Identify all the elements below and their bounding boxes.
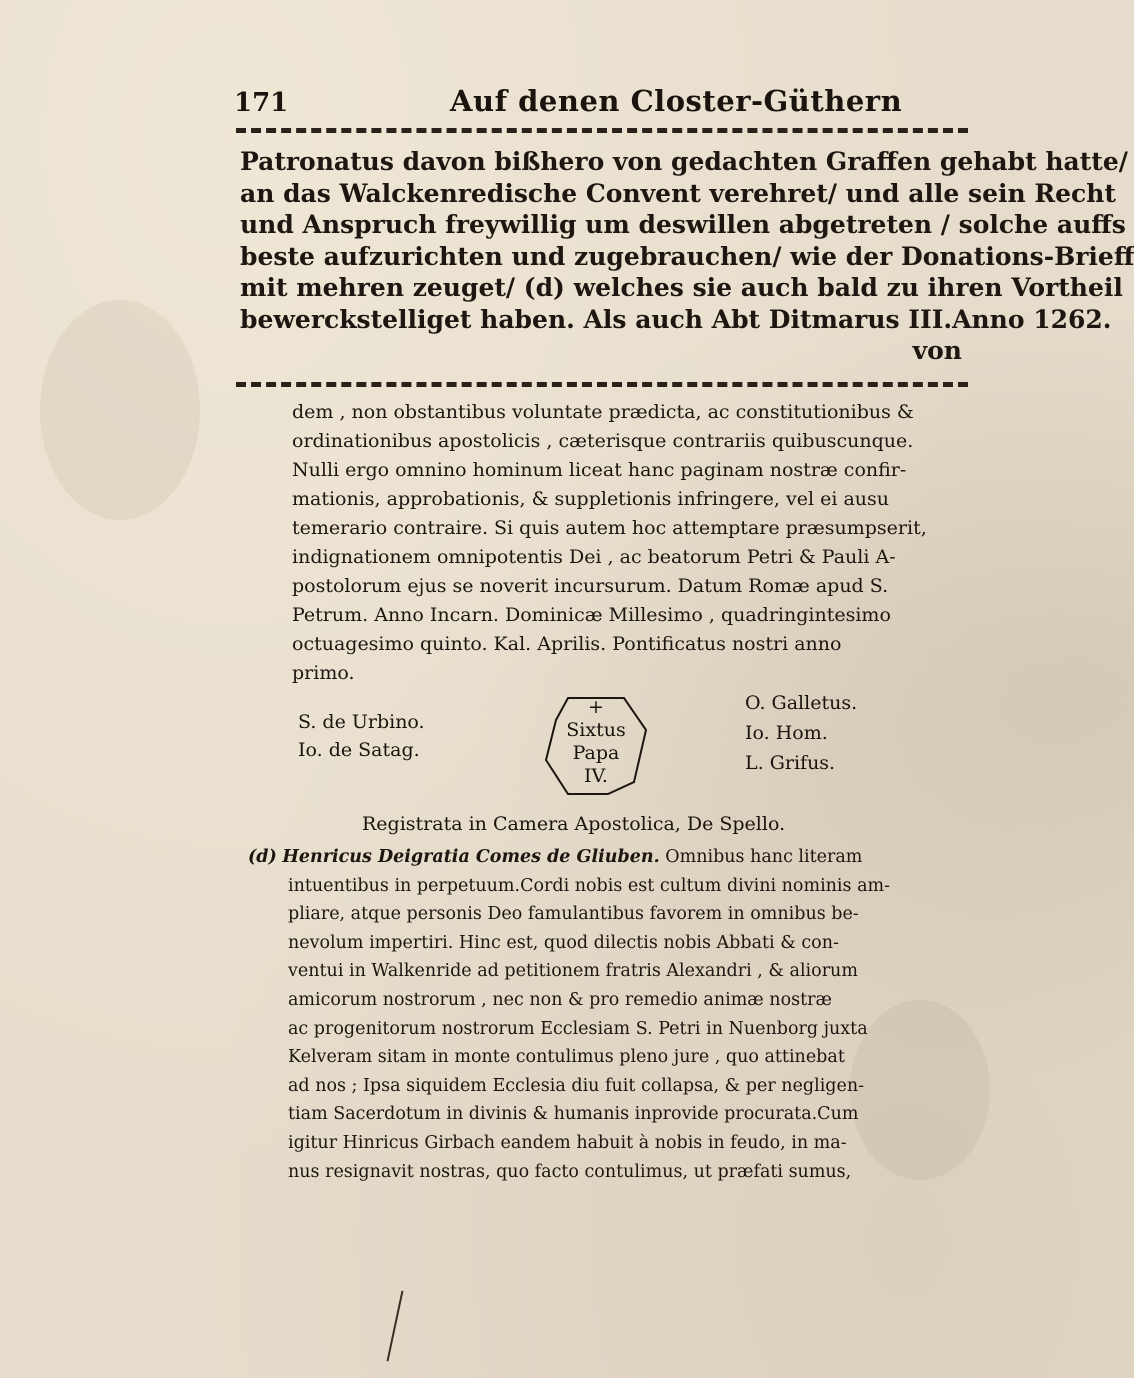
- signature-name: Io. de Satag.: [298, 739, 420, 761]
- footnote-separator-rule: [236, 382, 968, 387]
- seal-cross: +: [588, 696, 604, 718]
- latin-text-line: temerario contraire. Si quis autem hoc attemptare præsumpserit,: [292, 517, 927, 539]
- main-text-line: und Anspruch freywillig um deswillen abgetreten / solche auffs: [240, 210, 1126, 239]
- main-text-line: Patronatus davon bißhero von gedachten Graffen gehabt hatte/: [240, 147, 1128, 176]
- signature-name: O. Galletus.: [745, 692, 858, 714]
- footnote-line: ventui in Walkenride ad petitionem fratris Alexandri , & aliorum: [288, 961, 858, 982]
- latin-text-line: Petrum. Anno Incarn. Dominicæ Millesimo , quadringintesimo: [292, 604, 891, 626]
- latin-text-line: mationis, approbationis, & suppletionis infringere, vel ei ausu: [292, 488, 889, 510]
- footnote-line: tiam Sacerdotum in divinis & humanis inprovide procurata.Cum: [288, 1104, 859, 1125]
- footnote-marker: (d): [248, 847, 277, 867]
- main-text-line: mit mehren zeuget/ (d) welches sie auch bald zu ihren Vortheil: [240, 273, 1123, 302]
- footnote-line: Kelveram sitam in monte contulimus pleno jure , quo attinebat: [288, 1047, 845, 1068]
- signature-name: L. Grifus.: [745, 752, 836, 774]
- registrata-note: Registrata in Camera Apostolica, De Spello.: [362, 813, 786, 835]
- footnote-line: nevolum impertiri. Hinc est, quod dilectis nobis Abbati & con-: [288, 932, 839, 953]
- footnote-first-line-rest: Omnibus hanc literam: [665, 847, 863, 867]
- catchword: von: [912, 336, 962, 365]
- main-text-line: an das Walckenredische Convent verehret/ und alle sein Recht: [240, 178, 1116, 208]
- running-head: Auf denen Closter-Güthern: [450, 84, 903, 118]
- footnote-d: [248, 843, 972, 1186]
- seal-inscription: [538, 696, 654, 788]
- footnote-line: amicorum nostrorum , nec non & pro remedio animæ nostræ: [288, 989, 832, 1010]
- signature-name: S. de Urbino.: [298, 711, 425, 733]
- latin-bull-text: [292, 398, 972, 688]
- seal-line: IV.: [584, 765, 608, 787]
- paper-stain: [40, 300, 200, 520]
- page-number: 171: [234, 88, 289, 118]
- latin-text-line: primo.: [292, 662, 355, 684]
- seal-line: Sixtus: [566, 719, 626, 741]
- signatures-right: [745, 688, 857, 778]
- pencil-mark: [387, 1291, 404, 1362]
- latin-text-line: indignationem omnipotentis Dei , ac beatorum Petri & Pauli A-: [292, 546, 896, 568]
- signature-name: Io. Hom.: [745, 722, 828, 744]
- footnote-italic-heading: Henricus Deigratia Comes de Gliuben.: [282, 847, 660, 867]
- latin-text-line: postolorum ejus se noverit incursurum. Datum Romæ apud S.: [292, 575, 889, 597]
- footnote-line: pliare, atque personis Deo famulantibus favorem in omnibus be-: [288, 904, 859, 925]
- main-german-text: [240, 146, 1134, 367]
- latin-text-line: octuagesimo quinto. Kal. Aprilis. Pontificatus nostri anno: [292, 633, 842, 655]
- footnote-line: igitur Hinricus Girbach eandem habuit à nobis in feudo, in ma-: [288, 1132, 847, 1153]
- main-text-line: bewerckstelliget haben. Als auch Abt Ditmarus III.Anno 1262.: [240, 304, 1112, 334]
- latin-text-line: ordinationibus apostolicis , cæterisque contrariis quibuscunque.: [292, 430, 914, 452]
- latin-text-line: Nulli ergo omnino hominum liceat hanc paginam nostræ confir-: [292, 459, 907, 481]
- footnote-line: intuentibus in perpetuum.Cordi nobis est cultum divini nominis am-: [288, 875, 891, 896]
- header-rule: [236, 128, 968, 133]
- signatures-left: [298, 708, 425, 764]
- footnote-line: nus resignavit nostras, quo facto contulimus, ut præfati sumus,: [288, 1161, 852, 1182]
- footnote-line: ac progenitorum nostrorum Ecclesiam S. Petri in Nuenborg juxta: [288, 1018, 868, 1039]
- seal-line: Papa: [572, 742, 620, 764]
- main-text-line: beste aufzurichten und zugebrauchen/ wie der Donations-Brieff: [240, 241, 1134, 271]
- footnote-line: ad nos ; Ipsa siquidem Ecclesia diu fuit collapsa, & per negligen-: [288, 1075, 865, 1096]
- latin-text-line: dem , non obstantibus voluntate prædicta, ac constitutionibus &: [292, 401, 914, 423]
- papal-seal: [538, 690, 654, 800]
